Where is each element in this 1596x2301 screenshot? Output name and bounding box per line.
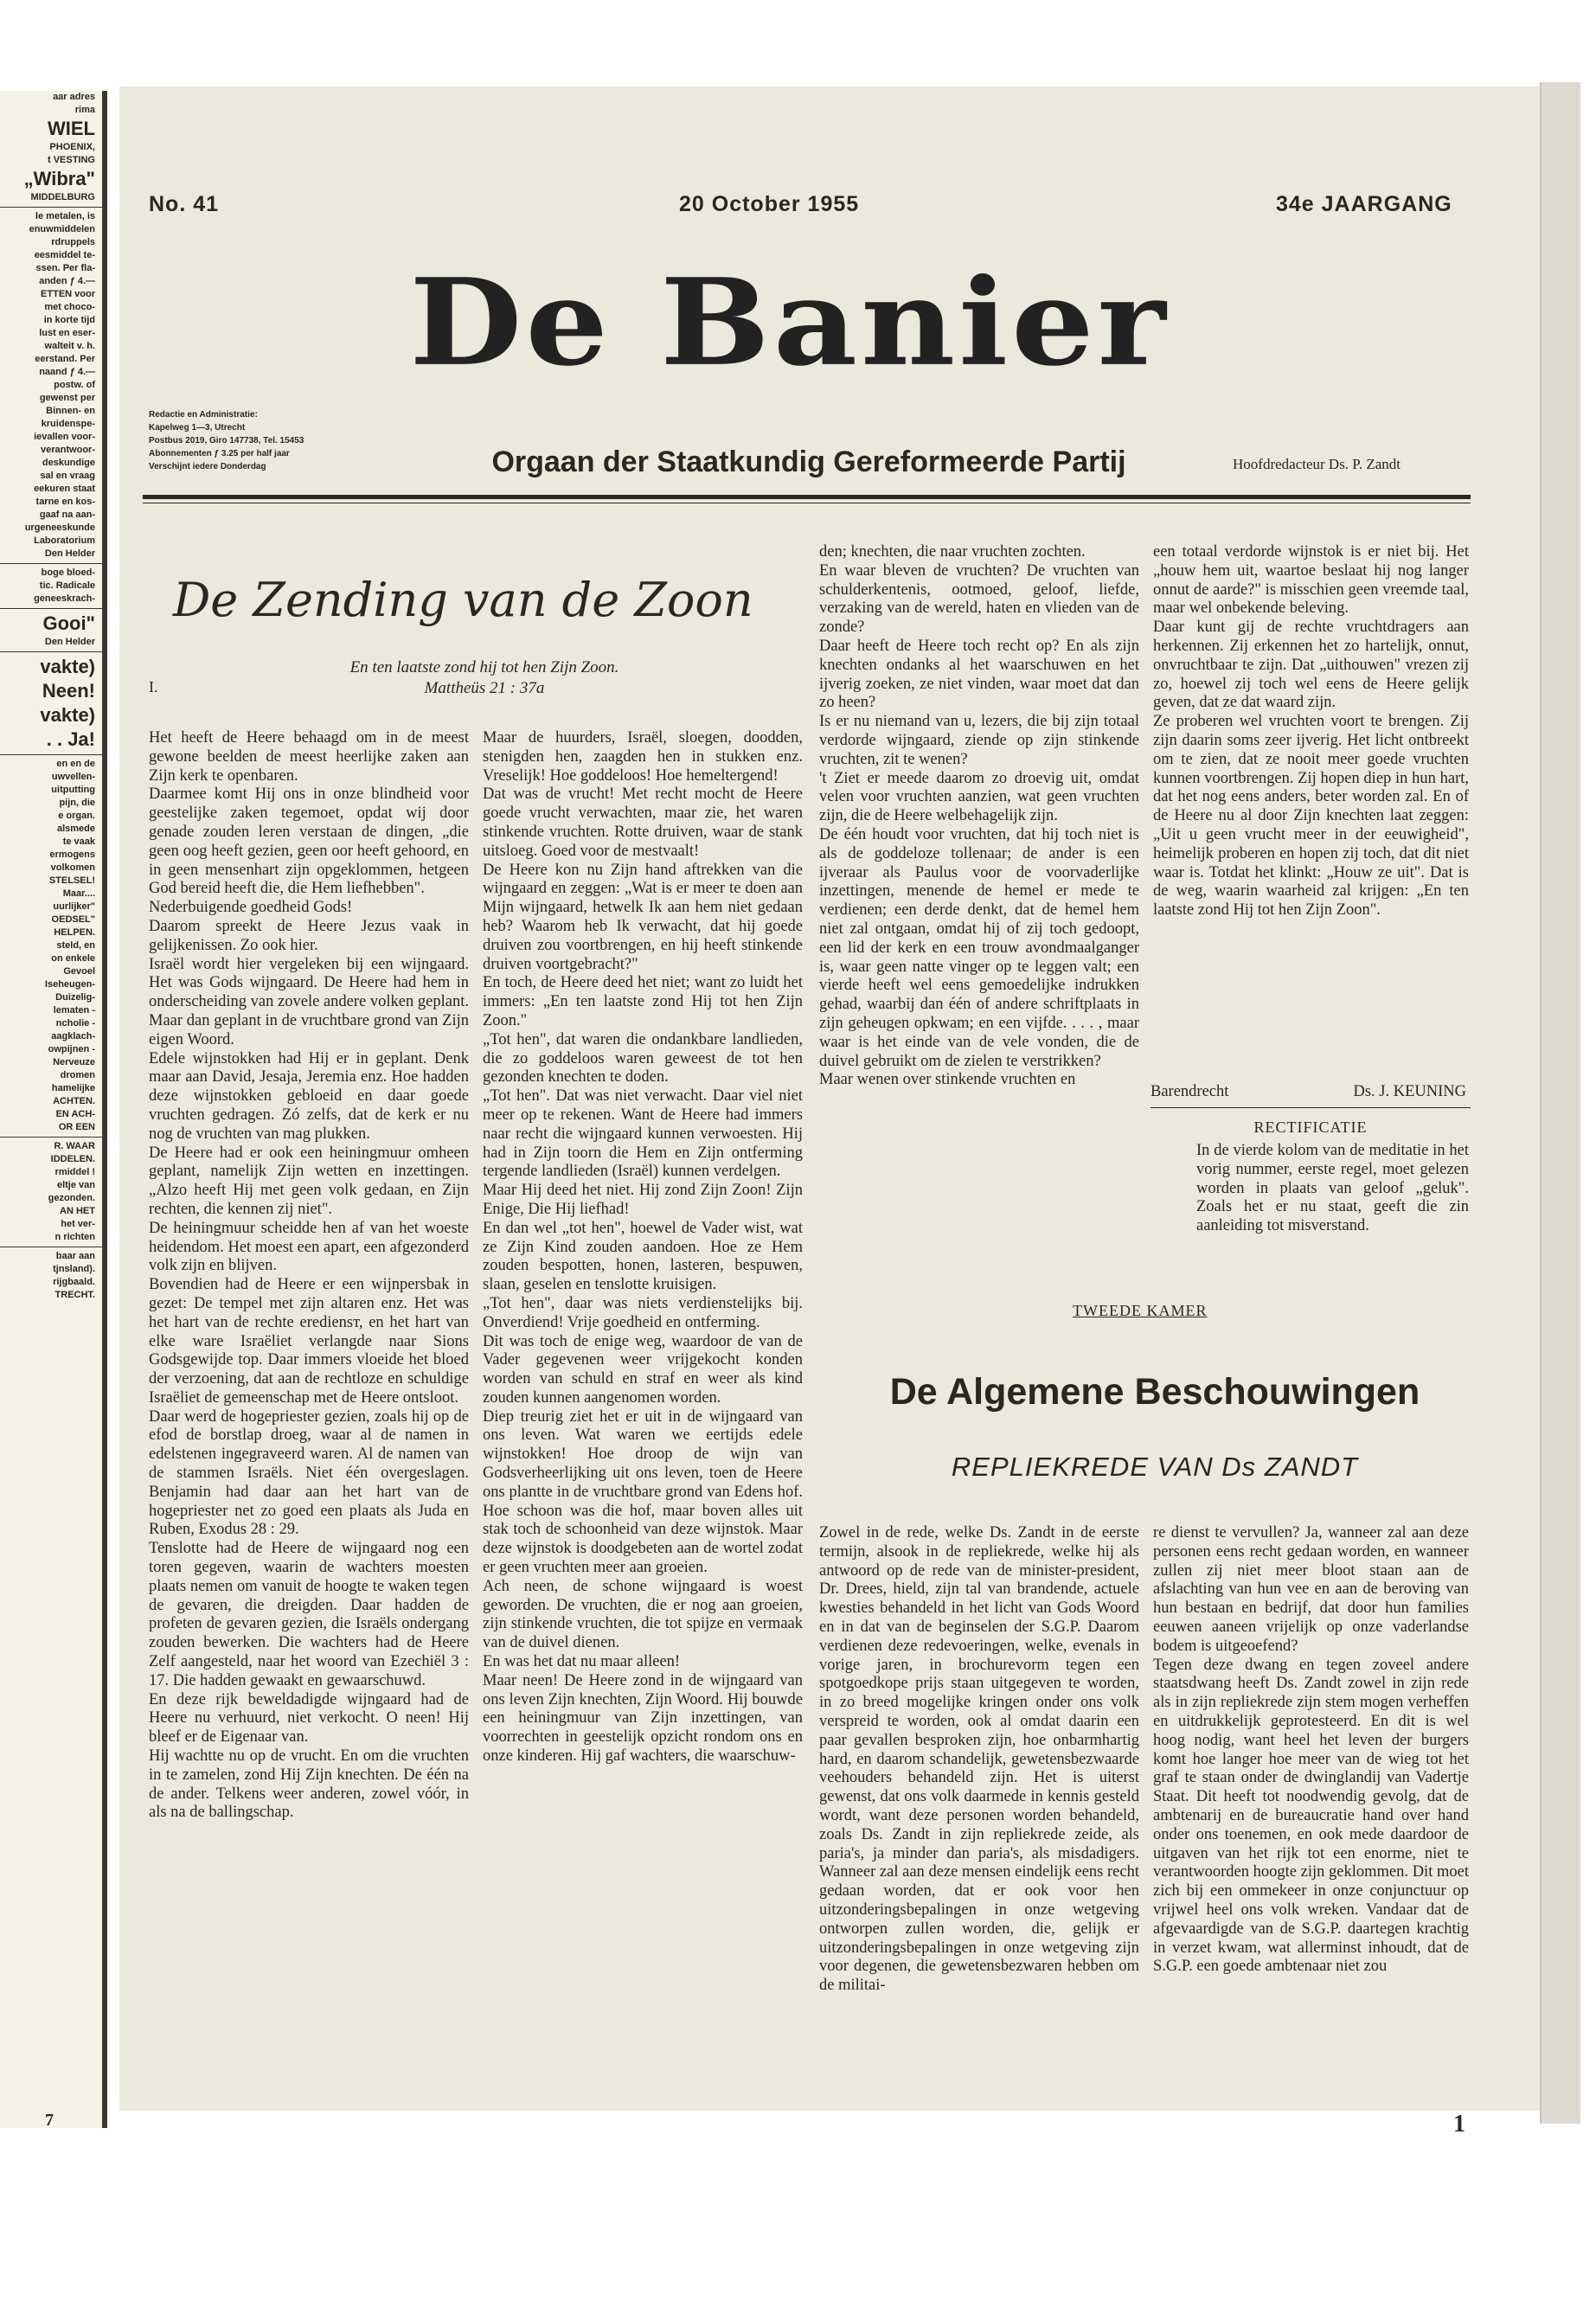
paragraph: 't Ziet er meede daarom zo droevig uit, omdat velen voor vruchten aanzien, wat geen vruchten zijn, die de Heere welbehagelijk zijn. [819,769,1139,825]
article2-column [1153,1524,1469,1977]
paragraph: Diep treurig ziet het er uit in de wijngaard van ons leven. Wat waren we eertijds edele wijnstokken! Hoe droop de wijn van Godsverheerlijking uit ons leven, toen de Heere ons plantte in de vruchtbare grond van Edens hof. Hoe schoon was die hof, maar boven alles uit stak toch de schoonheid van deze wijnstok. Maar deze wijnstok is doodgebeten aan de wortel zodat er geen vruchten meer aan groeien. [483,1407,803,1577]
article-column [149,729,469,1823]
spine-line: Binnen- en [46,406,95,416]
spine-line: lematen - [53,1005,95,1016]
spine-line: Nerveuze [53,1057,95,1067]
spine-line: gezonden. [48,1193,95,1203]
paragraph: Tenslotte had de Heere de wijngaard nog een toren gegeven, waarin de wachters moesten plaats nemen om vanuit de hoogte te waken tegen de gevaren, die dreigden. Daar hadden de profeten de gevaren gezien, die Israëls ondergang zouden bewerken. Die wachters had de Heere Zelf aangesteld, naar het woord van Ezechiël 3 : 17. Die hadden gewaakt en gewaarschuwd. [149,1540,469,1689]
paragraph: Maar wenen over stinkende vruchten en [819,1071,1076,1089]
page-number: 1 [1453,2111,1465,2138]
article-column [819,543,1139,1090]
spine-line: MIDDELBURG [30,192,95,202]
paragraph: Ach neen, de schone wijngaard is woest geworden. De vruchten, die er nog aan groeien, zijn stinkende vruchten, die tot spijze en vermaak van de duivel dienen. [483,1577,803,1652]
spine-line: on enkele [51,953,95,964]
spine-line: Duizelig- [55,992,95,1003]
paragraph: re dienst te vervullen? Ja, wanneer zal aan deze personen eens recht gedaan worden, en wanneer zullen zij niet meer bloot staan aan de afslachting van hun vee en aan de beroving van hun bestaan en bedrijf, dat door hun families eeuwen aaneen vrijelijk op onze vaderlandse bodem is uitgeoefend? [1153,1524,1469,1655]
paragraph: Nederbuigende goedheid Gods! [149,899,353,917]
signoff-place: Barendrecht [1151,1083,1229,1100]
spine-line: dromen [60,1070,95,1080]
spine-line: Maar.... [62,888,95,899]
spine-line: tic. Radicale [39,580,95,591]
spine-line: Iseheugen- [44,979,95,990]
spine-line: pijn, die [59,798,95,808]
paragraph: Daar heeft de Heere toch recht op? En als zijn knechten ondanks al het waarschuwen en het ijverig zoeken, ze niet vinden, waar moet dat dan zo heen? [819,637,1139,712]
spine-line: uurlijker" [53,901,95,912]
spine-line: OEDSEL" [51,914,95,925]
spine-line: eltje van [56,1180,95,1190]
article-signoff [1151,1083,1466,1101]
spine-line: e organ. [58,811,95,821]
paragraph: een totaal verdorde wijnstok is er niet bij. Het „houw hem uit, waartoe beslaat hij nog langer onnut de aarde?" is misschien geen vreemde taal, maar wel onbekende beleving. [1153,543,1469,618]
spine-rule [0,1137,102,1138]
spine-line: owpijnen - [48,1044,95,1054]
section-number: I. [149,678,158,695]
paragraph: den; knechten, die naar vruchten zochten. [819,543,1086,561]
spine-line: rdruppels [51,237,95,247]
paragraph: „Tot hen", daar was niets verdienstelijks bij. Onverdiend! Vrije goedheid en ontferming. [483,1294,803,1331]
spine-line: PHOENIX, [49,142,95,152]
spine-line: ACHTEN. [53,1096,95,1106]
spine-line: Laboratorium [34,535,95,546]
spine-line: alsmede [56,824,95,834]
paragraph: Daar kunt gij de rechte vruchtdragers aan herkennen. Zij erkennen het zo hartelijk, onnut, onvruchtbaar te zijn. Dat „uithouwen" vrezen zij zo, hoewel zij toch wel eens de Heere gelijk geven, dat ze dat waard zijn. [1153,619,1469,712]
spine-line: ievallen voor- [34,432,95,442]
spine-line: lust en eser- [39,328,95,338]
spine-line: IDDELEN. [50,1154,95,1164]
spine-line: naand ƒ 4.— [39,367,95,377]
paragraph: Ze proberen wel vruchten voort te brengen. Zij zijn daarin soms zeer ijverig. Het licht ontbreekt om te zien, dat ze nooit meer goede vruchten kunnen voortbrengen. Zij hopen diep in hun hart, dat het nog eens anders, beter worden zal. En of de Heere nu al door Zijn knechten laat zeggen: „Uit u geen vrucht meer in der eeuwigheid", heimelijk proberen en hopen zij toch, dat dit niet waar is. Totdat het klinkt: „Houw ze uit". Dat is de weg, waarin waarheid zal krijgen: „En ten laatste zond Hij tot hen Zijn Zoon". [1153,713,1469,920]
volume: 34e JAARGANG [1276,192,1452,216]
spine-line: aar adres [53,92,95,102]
paragraph: En deze rijk beweldadigde wijngaard had de Heere nu verhuurd, niet verkocht. O neen! Hij bleef er de Eigenaar van. [149,1690,469,1747]
spine-line: geneeskrach- [34,593,95,604]
paragraph: En waar bleven de vruchten? De vruchten van schulderkentenis, ootmoed, geloof, liefde, verzaking van de wereld, haten en vlieden van de zonde? [819,561,1139,637]
paragraph: Het heeft de Heere behaagd om in de meest gewone beelden de meest heerlijke zaken aan Zijn kerk te openbaren. [149,729,469,785]
epigraph [311,657,657,699]
spine-line: urgeneeskunde [24,522,95,533]
page-stack-edge [1540,82,1580,2124]
rectificatie-heading: RECTIFICATIE [1253,1118,1368,1136]
spine-line: t VESTING [47,155,95,165]
redactie-line: Postbus 2019, Giro 147738, Tel. 15453 [149,436,304,445]
paragraph: En toch, de Heere deed het niet; want zo luidt het immers: „En ten laatste zond Hij tot hen Zijn Zoon." [483,974,803,1029]
redactie-info [149,408,304,473]
spine-line: kruidenspe- [41,419,95,429]
spine-line: postw. of [54,380,95,390]
spine-line: EN ACH- [55,1109,95,1119]
spine-line: eekuren staat [34,484,95,494]
spine-line: AN HET [60,1206,95,1216]
spine-line: eesmiddel te- [34,250,95,260]
paragraph: Is er nu niemand van u, lezers, die bij zijn totaal verdorde wijngaard, ziende op zijn stinkende vruchten, zit te wenen? [819,713,1139,768]
paragraph: De Heere kon nu Zijn hand aftrekken van die wijngaard en zeggen: „Wat is er meer te doen aan Mijn wijngaard, hetwelk Ik aan hem niet gedaan heb? Waarom heb Ik verwacht, dat hij goede druiven zou voortbrengen, en hij heeft stinkende druiven voortgebracht?" [483,861,803,973]
section-kicker: TWEEDE KAMER [1073,1302,1208,1319]
signoff-rule [1151,1107,1471,1108]
spine-line: enuwmiddelen [29,224,95,234]
paragraph: Daarom spreekt de Heere Jezus vaak in gelijkenissen. Zo ook hier. [149,917,469,954]
spine-line: vakte) [40,656,95,677]
spine-line: le metalen, is [35,211,95,221]
spine-line: „Wibra" [23,168,95,189]
spine-line: . . Ja! [46,728,95,750]
spine-line: rijgbaald. [53,1277,95,1287]
spine-line: uwvellen- [51,772,95,782]
spine-line: uitputting [51,785,95,795]
spine-line: Gooi" [42,612,95,634]
spine-line: sal en vraag [40,471,95,481]
spine-line: tarne en kos- [35,497,95,507]
spine-line: ssen. Per fla- [35,263,95,273]
spine-line: met choco- [44,302,95,312]
paragraph: Tegen deze dwang en tegen zoveel andere staatsdwang heeft Ds. Zandt zowel in zijn rede als in zijn repliekrede zijn stem mogen verheffen en uitdrukkelijk geprotesteerd. En dit is wel hoog nodig, want heel het leven der burgers komt hoe langer hoe meer van de wieg tot het graf te staan onder de dwinglandij van Vadertje Staat. Dit heeft tot noodwendig gevolg, dat de ambtenarij en de bureaucratie hand over hand onder ons toenemen, en ook mede daardoor de uitgaven van het rijk tot een enorme, niet te verantwoorden hoogte zijn geklommen. Dit moet zich bij een ommekeer in onze conjunctuur op vrijwel heel ons volk wreken. Vandaar dat de afgevaardigde van de S.G.P. daartegen krachtig in verzet kwam, wat allerminst inhoudt, dat de S.G.P. een goede ambtenaar niet zou [1153,1656,1469,1976]
masthead-title: De Banier [409,253,1170,393]
spine-line: ncholie - [55,1018,95,1029]
spine-line: steld, en [56,940,95,951]
spine-line: gaaf na aan- [39,510,95,520]
spine-line: het ver- [61,1219,95,1229]
spine-line: STELSEL! [48,875,95,886]
redactie-line: Abonnementen ƒ 3.25 per half jaar [149,449,290,458]
paragraph: En dan wel „tot hen", hoewel de Vader wist, wat ze Zijn Kind zouden aandoen. Hoe ze Hem zouden bespotten, honen, lasteren, bespuwen, slaan, geselen en tenslotte kruisigen. [483,1219,803,1294]
spine-line: tjnsland). [53,1264,95,1274]
spine-line: Den Helder [44,637,95,647]
paragraph: De Heere had er ook een heiningmuur omheen geplant, namelijk Zijn wetten en inzettingen. „Alzo heeft Hij met geen volk gedaan, en Zijn rechten, die kennen zij niet". [149,1144,469,1218]
issue-date: 20 October 1955 [679,192,860,216]
spine-rule [0,207,102,208]
spine-line: n richten [54,1232,95,1242]
spine-line: WIEL [48,118,95,139]
paragraph: En was het dat nu maar alleen! [483,1653,681,1671]
paragraph: De heiningmuur scheidde hen af van het woeste heidendom. Het moest een apart, een afgezonderd volk zijn en blijven. [149,1219,469,1275]
spine-line: Den Helder [44,548,95,559]
spine-line: ETTEN voor [41,289,95,299]
spine-line: anden ƒ 4.— [39,276,95,286]
redactie-line: Kapelweg 1—3, Utrecht [149,423,246,433]
spine-line: aagklach- [51,1031,95,1042]
spine-line: Gevoel [63,966,95,977]
spine-line: HELPEN. [54,927,95,938]
spine-line: walteit v. h. [44,341,95,351]
article-column [1153,543,1469,920]
spine-line: hamelijke [51,1083,95,1093]
spine-line: Neen! [42,680,95,702]
paragraph: Edele wijnstokken had Hij er in geplant. Denk maar aan David, Jesaja, Jeremia enz. Hoe hadden deze wijnstokken gebloeid en daar goede vruchten gedragen. Zó zelfs, dat de kerk er nu nog de vruchten van mag plukken. [149,1049,469,1143]
epigraph-line: En ten laatste zond hij tot hen Zijn Zoon. [349,658,619,676]
editor-credit: Hoofdredacteur Ds. P. Zandt [1233,456,1401,472]
spine-line: OR EEN [58,1122,95,1132]
spine-line: boge bloed- [41,567,95,578]
masthead-subtitle: Orgaan der Staatkundig Gereformeerde Partij [491,445,1126,478]
spine-line: ermogens [49,849,95,860]
spine-text [0,91,102,1302]
spine-line: te vaak [62,836,95,847]
redactie-line: Redactie en Administratie: [149,410,258,420]
article-column [483,729,803,1766]
spine-line: rmiddel ! [54,1167,95,1177]
spine-rule [0,651,102,652]
paragraph: „Tot hen", dat waren die ondankbare landlieden, die zo goddeloos waren geweest de tot hen gezonden knechten te doden. [483,1030,803,1086]
issue-number: No. 41 [149,192,220,216]
paragraph: „Tot hen". Dat was niet verwacht. Daar viel niet meer op te rekenen. Want de Heere had immers naar recht die wijngaard kunnen verwoesten. Hij had in Zijn toorn die Hem en Zijn ontferming tergende landlieden (Israël) kunnen verdelgen. [483,1087,803,1181]
paragraph: Dit was toch de enige weg, waardoor de van de Vader gegevenen weer vrijgekocht konden worden van schuld en straf en weer als kind zouden kunnen aangenomen worden. [483,1332,803,1407]
spine-page-number: 7 [45,2111,54,2130]
spine-line: TRECHT. [54,1290,95,1300]
spine-line: gewenst per [39,393,95,403]
article2-column: Zowel in de rede, welke Ds. Zandt in de eerste termijn, alsook in de repliekrede, welke hij als antwoord op de rede van de minister-president, Dr. Drees, hield, zijn tal van brandende, actuele kwesties behandeld in het licht van Gods Woord en in dat van de beginselen der S.G.P. Daarom verdienen deze redevoeringen, welke, evenals in vorige jaren, in brochurevorm tegen een spotgoedkope prijs staan uitgegeven te worden, in zo breed mogelijke kringen onder ons volk verspreid te worden, ook al omdat daarin een paar gevallen besproken zijn, hoe onbarmhartig hard, en daarom schandelijk, gewetensbezwaarde veehouders behandeld zijn. Het is uiterst gewenst, dat ons volk daarmede in kennis gesteld wordt, want deze personen worden behandeld, zoals Ds. Zandt in zijn repliekrede zeide, als paria's, ja minder dan paria's, als misdadigers. Wanneer zal aan deze mensen eindelijk eens recht gedaan worden, dat er ook voor hen uitzonderingsbepalingen in onze wetgeving ontworpen zullen worden, die, gelijk er uitzonderingsbepalingen in onze wetgeving zijn voor degenen, die gewetensbezwaren hebben om de militai- [819,1524,1139,1995]
spine-rule [0,608,102,609]
spine-rule [0,754,102,755]
paragraph: Bovendien had de Heere er een wijnpersbak in gezet: De tempel met zijn altaren enz. Het was het hart van de rechte erediensт, en het hart van elke ware Israëliet verlangde naar Sions Godsgewijde top. Daar immers vloeide het bloed der verzoening, dat aan de rechtloze en schuldige Israëliet de gemeenschap met de Heere ontsloot. [149,1276,469,1407]
spine-line: en en de [56,759,95,769]
paragraph: Maar de huurders, Israël, sloegen, doodden, stenigden hen, zaagden hen in stukken enz. Vreselijk! Hoe goddeloos! Hoe hemeltergend! [483,729,803,785]
article2-title: De Algemene Beschouwingen [889,1371,1420,1413]
spine-line: rima [74,105,95,115]
paragraph: De één houdt voor vruchten, dat hij toch niet is als de goddeloze tollenaar; de ander is een ijveraar als Paulus voor de voorvaderlijke inzettingen, menende de hemel er mede te verdienen; een derde denkt, dat de hemel hem niet zal ontgaan, omdat hij of zij toch gedoopt, een lid der kerk en een trouw avondmaalganger is, waar geen natte vinger op te leggen valt; een vierde heeft wel eens gemoedelijke indrukken gehad, waarbij dan één of andere schriftplaats in zijn geheugen opkwam; en een vijfde. . . . , maar waar is het einde van de vele vonden, die de duivel gebruikt om de zielen te verstrikken? [819,825,1139,1070]
spine-line: R. WAAR [54,1141,95,1151]
epigraph-reference: Mattheüs 21 : 37a [424,679,545,697]
spine-line: deskundige [42,458,95,468]
article2-subtitle: REPLIEKREDE VAN Ds ZANDT [951,1452,1359,1482]
paragraph: Israël wordt hier vergeleken bij een wijngaard. Het was Gods wijngaard. De Heere had hem in onderscheiding van zovele andere volken geplant. Maar dan geplant in de vruchtbare grond van Zijn eigen Woord. [149,955,469,1048]
paragraph: Daarmee komt Hij ons in onze blindheid voor geestelijke zaken tegemoet, opdat wij door genade zouden leren verstaan de dingen, „die geen oog heeft gezien, geen oor heeft gehoord, en in geen mensenhart zijn opgeklommen, hetgeen God bereid heeft die, die Hem liefhebben". [149,785,469,898]
paragraph: Daar werd de hogepriester gezien, zoals hij op de efod de borstlap droeg, waar al de namen in edelstenen ingegraveerd waren. Al de namen van de stammen Israëls. Niet één overgeslagen. Benjamin had daar aan het hart van de hogepriester net zo goed een plaats als Juda en Ruben, Exodus 28 : 29. [149,1407,469,1539]
spine-rule [0,563,102,564]
paragraph: Maar Hij deed het niet. Hij zond Zijn Zoon! Zijn Enige, Die Hij liefhad! [483,1182,803,1218]
spine-line: volkomen [50,862,95,873]
spine-line: baar aan [55,1251,95,1261]
paragraph: Hij wachtte nu op de vrucht. En om die vruchten in te zamelen, zond Hij Zijn knechten. De één na de ander. Telkens weer anderen, zowel vóór, in als na de ballingschap. [149,1747,469,1822]
rectificatie-text: In de vierde kolom van de meditatie in het vorig nummer, eerste regel, moet gelezen worden in plaats van geloof „geluk". Zoals het er nu staat, geeft die zin aanleiding tot misverstand. [1196,1142,1469,1235]
redactie-line: Verschijnt iedere Donderdag [149,462,266,471]
spine-line: verantwoor- [41,445,95,455]
spine-line: vakte) [40,704,95,726]
spine-line: eerstand. Per [35,354,95,364]
spine-line: in korte tijd [43,315,95,325]
paragraph: Maar neen! De Heere zond in de wijngaard van ons leven Zijn knechten, Zijn Woord. Hij bouwde een heiningmuur van Zijn inzettingen, van voorrechten in geestelijk opzicht rondom ons en onze kinderen. Hij gaf wachters, die waarschuw- [483,1671,803,1766]
masthead-rule [143,495,1471,499]
article-title: De Zending van de Zoon [173,573,753,627]
signoff-author: Ds. J. KEUNING [1353,1083,1466,1100]
paragraph: Dat was de vrucht! Met recht mocht de Heere goede vrucht verwachten, maar zie, het waren stinkende vruchten. Rotte druiven, waar de stank uitsloeg. Goed voor de mestvaalt! [483,785,803,860]
adjacent-page-spine [0,91,107,2128]
